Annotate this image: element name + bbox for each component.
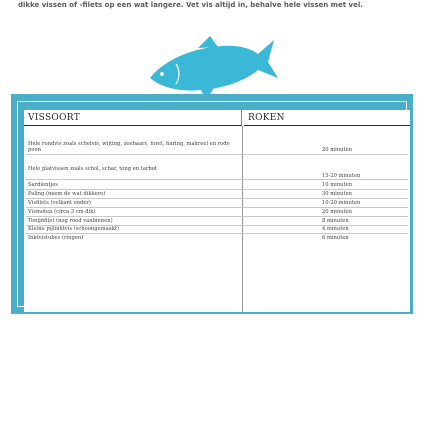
table-row — [24, 141, 410, 154]
fish-cell: Paling (neem de wat dikkere) — [28, 191, 106, 197]
row-divider — [26, 207, 408, 208]
column-header-smoking: ROKEN — [244, 110, 410, 126]
table-row — [24, 200, 410, 207]
intro-text: dikke vissen of -filets op een wat langere. Vet vis altijd in, behalve hele vissen met vel. — [18, 1, 363, 9]
row-divider — [26, 189, 408, 190]
fish-cell: Hele rondvis zoals schelvis, wijting, zeebaars, forel, haring, makreel en rode poon — [28, 141, 230, 154]
time-cell: 20 minuten — [322, 209, 353, 215]
time-cell: 10 minuten — [322, 182, 353, 188]
row-divider — [26, 216, 408, 217]
time-cell: 20 minuten — [322, 147, 353, 153]
row-divider — [26, 198, 408, 199]
table-row — [24, 218, 410, 225]
row-divider — [26, 154, 408, 155]
row-divider — [26, 179, 408, 180]
time-cell: 6 minuten — [322, 235, 349, 241]
table-row — [24, 166, 410, 179]
fish-cell: Inktvistubes (ringen) — [28, 235, 84, 241]
table-row — [24, 182, 410, 189]
smoking-times-table — [24, 110, 410, 312]
table-row — [24, 235, 410, 242]
fish-cell: Kleine pijlinktvis (schoongemaakt) — [28, 226, 119, 232]
time-cell: 30 minuten — [322, 191, 353, 197]
fish-cell: Hele platvissen zoals schol, schar, tong en tarbot — [28, 166, 157, 172]
time-cell: 10-20 minuten — [322, 200, 361, 206]
time-cell: 15-20 minuten — [322, 173, 361, 179]
time-cell: 4 minuten — [322, 226, 349, 232]
column-header-fish: VISSOORT — [24, 110, 242, 126]
table-row — [24, 191, 410, 198]
table-row — [24, 209, 410, 216]
fish-cell: Visfilets (velkant onder) — [28, 200, 91, 206]
table-row — [24, 226, 410, 233]
time-cell: 8 minuten — [322, 218, 349, 224]
fish-cell: Sardientjes — [28, 182, 58, 188]
fish-cell: Vismoten (circa 3 cm dik) — [28, 209, 96, 215]
fish-cell: Tonijnfilet (nog rood vanbinnen) — [28, 218, 113, 224]
row-divider — [26, 233, 408, 234]
